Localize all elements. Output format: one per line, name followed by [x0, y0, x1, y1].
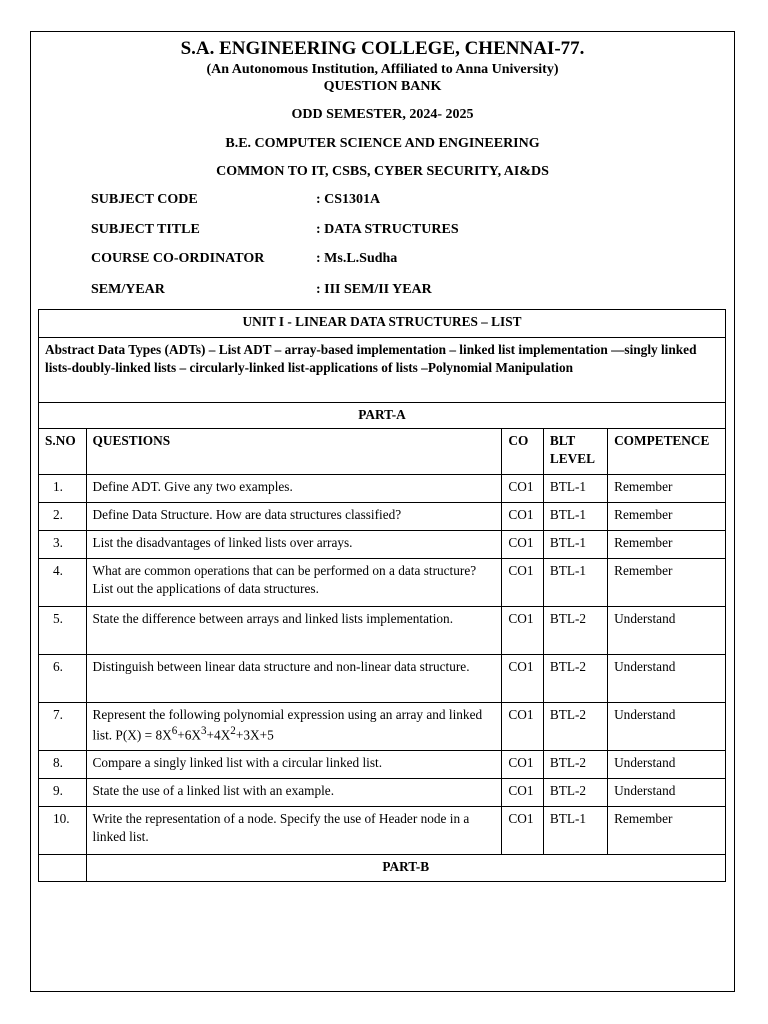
question-text: State the use of a linked list with an example. — [86, 779, 502, 807]
question-competence: Remember — [608, 531, 726, 559]
polynomial-exponent: 2 — [230, 724, 236, 737]
unit-topics-row — [39, 338, 726, 403]
table-row — [39, 655, 726, 703]
table-row — [39, 503, 726, 531]
column-blt-level: BLT LEVEL — [543, 429, 607, 475]
table-row — [39, 531, 726, 559]
unit-topics: Abstract Data Types (ADTs) – List ADT – array-based implementation – linked list implementation —singly linked lists-doubly-linked lists – circularly-linked list-applications of lists –Polynomial Manipulation — [39, 338, 726, 403]
polynomial-text-suffix: +3X+5 — [235, 726, 274, 742]
question-competence: Understand — [608, 655, 726, 703]
question-text: Compare a singly linked list with a circular linked list. — [86, 751, 502, 779]
question-number: 5. — [39, 607, 87, 655]
table-row — [39, 779, 726, 807]
polynomial-exponent: 3 — [201, 724, 207, 737]
question-competence: Remember — [608, 807, 726, 855]
question-text: Define Data Structure. How are data structures classified? — [86, 503, 502, 531]
column-competence: COMPETENCE — [608, 429, 726, 475]
question-competence: Remember — [608, 475, 726, 503]
question-co: CO1 — [502, 751, 544, 779]
coordinator-value: : Ms.L.Sudha — [316, 251, 398, 266]
question-competence: Understand — [608, 703, 726, 751]
program-line: B.E. COMPUTER SCIENCE AND ENGINEERING — [225, 136, 540, 151]
question-number: 1. — [39, 475, 87, 503]
question-blt: BTL-1 — [543, 559, 607, 607]
question-blt: BTL-1 — [543, 531, 607, 559]
question-text: Write the representation of a node. Specify the use of Header node in a linked list. — [86, 807, 502, 855]
question-text: State the difference between arrays and linked lists implementation. — [86, 607, 502, 655]
question-co: CO1 — [502, 475, 544, 503]
part-a-row — [39, 403, 726, 429]
column-sno: S.NO — [39, 429, 87, 475]
unit-title: UNIT I - LINEAR DATA STRUCTURES – LIST — [39, 310, 726, 338]
question-number: 9. — [39, 779, 87, 807]
question-co: CO1 — [502, 559, 544, 607]
question-competence: Remember — [608, 503, 726, 531]
question-blt: BTL-2 — [543, 607, 607, 655]
affiliation-line: (An Autonomous Institution, Affiliated to Anna University) — [206, 62, 559, 77]
table-row — [39, 703, 726, 751]
question-blt: BTL-2 — [543, 751, 607, 779]
question-blt: BTL-2 — [543, 779, 607, 807]
unit-title-row — [39, 310, 726, 338]
question-co: CO1 — [502, 807, 544, 855]
part-b-label: PART-B — [86, 855, 725, 882]
column-questions: QUESTIONS — [86, 429, 502, 475]
table-row — [39, 751, 726, 779]
part-a-label: PART-A — [39, 403, 726, 429]
polynomial-term: +6X — [177, 726, 201, 742]
polynomial-text-prefix: Represent the following polynomial expression using an array and linked list. P(X) = 8X — [92, 707, 483, 742]
semester-line: ODD SEMESTER, 2024- 2025 — [291, 107, 474, 122]
question-number: 4. — [39, 559, 87, 607]
question-competence: Remember — [608, 559, 726, 607]
table-row — [39, 475, 726, 503]
coordinator-label: COURSE CO-ORDINATOR — [91, 251, 265, 266]
question-co: CO1 — [502, 655, 544, 703]
polynomial-exponent: 6 — [171, 724, 178, 737]
part-b-empty-cell — [39, 855, 87, 882]
table-row — [39, 559, 726, 607]
question-blt: BTL-2 — [543, 703, 607, 751]
question-blt: BTL-2 — [543, 655, 607, 703]
column-header-row — [39, 429, 726, 475]
part-b-row — [39, 855, 726, 882]
question-competence: Understand — [608, 751, 726, 779]
question-blt: BTL-1 — [543, 503, 607, 531]
question-number: 10. — [39, 807, 87, 855]
question-number: 3. — [39, 531, 87, 559]
question-text: Define ADT. Give any two examples. — [86, 475, 502, 503]
question-co: CO1 — [502, 703, 544, 751]
sem-year-value: : III SEM/II YEAR — [316, 282, 432, 297]
question-table — [38, 309, 726, 882]
question-text: Distinguish between linear data structure and non-linear data structure. — [86, 655, 502, 703]
table-row — [39, 807, 726, 855]
subject-title-label: SUBJECT TITLE — [91, 222, 200, 237]
question-competence: Understand — [608, 779, 726, 807]
question-number: 6. — [39, 655, 87, 703]
question-number: 8. — [39, 751, 87, 779]
question-co: CO1 — [502, 779, 544, 807]
column-co: CO — [502, 429, 544, 475]
question-number: 7. — [39, 703, 87, 751]
question-blt: BTL-1 — [543, 807, 607, 855]
sem-year-label: SEM/YEAR — [91, 282, 165, 297]
question-co: CO1 — [502, 607, 544, 655]
question-blt: BTL-1 — [543, 475, 607, 503]
question-co: CO1 — [502, 531, 544, 559]
question-text: What are common operations that can be performed on a data structure? List out the applications of data structures. — [86, 559, 502, 607]
table-row — [39, 607, 726, 655]
document-type: QUESTION BANK — [323, 79, 442, 94]
question-co: CO1 — [502, 503, 544, 531]
question-text — [86, 703, 502, 751]
subject-title-value: : DATA STRUCTURES — [316, 222, 459, 237]
common-to-line: COMMON TO IT, CSBS, CYBER SECURITY, AI&DS — [216, 164, 549, 179]
polynomial-term: +4X — [206, 726, 231, 742]
question-number: 2. — [39, 503, 87, 531]
subject-code-value: : CS1301A — [316, 192, 381, 207]
question-competence: Understand — [608, 607, 726, 655]
college-name: S.A. ENGINEERING COLLEGE, CHENNAI-77. — [180, 38, 585, 59]
subject-code-label: SUBJECT CODE — [91, 192, 198, 207]
question-text: List the disadvantages of linked lists over arrays. — [86, 531, 502, 559]
